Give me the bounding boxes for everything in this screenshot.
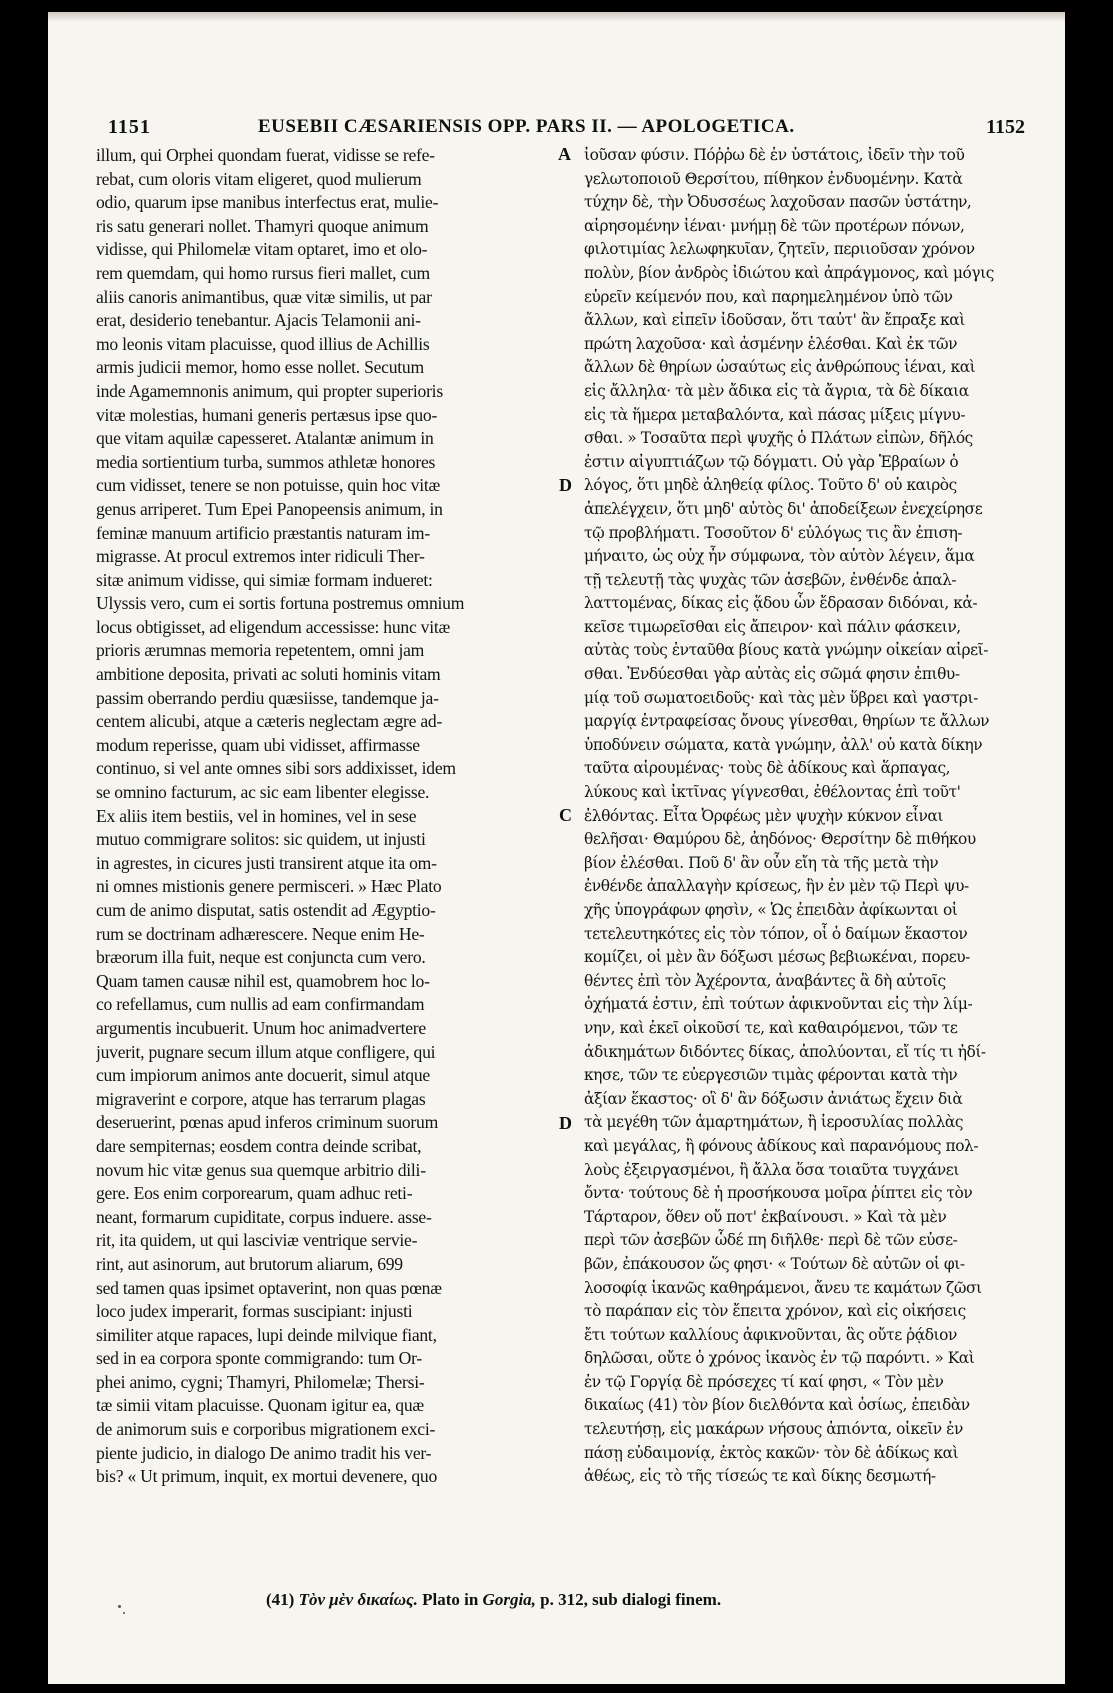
page-number-right: 1152 — [986, 116, 1025, 138]
latin-text-line: rum se doctrinam adhærescere. Neque enim He- — [96, 923, 425, 944]
greek-text-line: βῶν, ἐπάκουσον ὥς φησι· « Τούτων δὲ αὐτῶν οἱ φι- — [584, 1254, 965, 1273]
greek-text-line: λοσοφίᾳ ἱκανῶς καθηράμενοι, ἄνευ τε καμάτων ζῶσι — [584, 1278, 982, 1297]
latin-text-line: odio, quarum ipse manibus interfectus erat, mulie- — [96, 192, 439, 213]
latin-text-line: locus obtigisset, ad eligendum accessisse: hunc vitæ — [96, 616, 450, 637]
latin-text-line: cum de animo disputat, satis ostendit ad Ægyptio- — [96, 900, 436, 920]
latin-text-line: bræorum illa fuit, neque est conjuncta cum vero. — [96, 947, 426, 968]
greek-text-line: βίον ἑλέσθαι. Ποῦ δ' ἂν οὖν εἴη τὰ τῆς μετὰ τὴν — [584, 853, 939, 872]
greek-text-line: κομίζει, οἱ μὲν ἂν δόξωσι μέσως βεβιωκέναι, πορευ- — [584, 948, 970, 967]
latin-text-line: similiter atque rapaces, lupi deinde milvique fiant, — [96, 1324, 437, 1345]
greek-text-line: θέντες ἐπὶ τὸν Ἀχέροντα, ἀναβάντες ἃ δὴ αὐτοῖς — [584, 971, 946, 990]
latin-text-line: argumentis incubuerit. Unum hoc animadvertere — [96, 1017, 426, 1038]
latin-text-line: co refellamus, cum nullis ad eam confirmandam — [96, 994, 425, 1015]
latin-text-line: bis? « Ut primum, inquit, ex mortui devenere, quo — [96, 1466, 438, 1487]
latin-text-line: sed in ea corpora sponte commigrando: tum Or- — [96, 1348, 423, 1369]
greek-text-line: καὶ μεγάλας, ἢ φόνους ἀδίκους καὶ παρανόμους πολ- — [584, 1136, 979, 1155]
greek-column — [584, 144, 1024, 1489]
greek-text-line: μίᾳ τοῦ σωματοειδοῦς· καὶ τὰς μὲν ὕβρει καὶ γαστρι- — [584, 688, 978, 707]
latin-text-line: juverit, pugnare secum illum atque confligere, qui — [96, 1041, 436, 1062]
greek-text-line: κησε, τῶν τε εὐεργεσιῶν τιμὰς φέρονται κατὰ τὴν — [584, 1066, 958, 1085]
latin-text-line: piente judicio, in dialogo De animo tradit his ver- — [96, 1442, 432, 1463]
latin-text-line: illum, qui Orphei quondam fuerat, vidisse se refe- — [96, 145, 435, 165]
greek-text-line: ἀπελέγχειν, ὅτι μηδ' αὐτὸς δι' ἀποδείξεων ἐνεχείρησε — [584, 499, 983, 518]
greek-text-line: μήναιτο, ὡς οὐχ ἦν σύμφωνα, τὸν αὐτὸν λέγειν, ἅμα — [584, 547, 975, 566]
latin-text-line: modum reperisse, quam ubi vidisset, affirmasse — [96, 734, 420, 755]
greek-text-line: ταῦτα αἱρουμένας· τοὺς δὲ ἀδίκους καὶ ἅρπαγας, — [584, 759, 951, 778]
footnote-number: (41) — [266, 1590, 295, 1609]
greek-text-line: εὑρεῖν κείμενόν που, καὶ παρημελημένον ὑπὸ τῶν — [584, 287, 953, 306]
footnote-greek: Τὸν μὲν δικαίως. — [298, 1590, 418, 1609]
latin-text-line: rebat, cum oloris vitam eligeret, quod mulierum — [96, 168, 422, 189]
latin-text-line: Quam tamen causæ nihil est, quamobrem hoc lo- — [96, 970, 430, 991]
greek-text-line: ἔτι τούτων καλλίους ἀφικνοῦνται, ἃς οὔτε ῥᾴδιον — [584, 1325, 957, 1344]
footnote-rest: p. 312, sub dialogi finem. — [540, 1590, 722, 1609]
greek-text-line: εἰς τὰ ἥμερα μεταβαλόντα, καὶ πάσας μίξεις μίγνυ- — [584, 405, 966, 424]
latin-text-line: ris satu generari nollet. Thamyri quoque animum — [96, 215, 429, 236]
book-page — [48, 12, 1065, 1684]
latin-text-line: continuo, si vel ante omnes sibi sors addixisset, idem — [96, 758, 456, 779]
greek-text-line: ἐλθόντας. Εἶτα Ὀρφέως μὲν ψυχὴν κύκνον εἶναι — [584, 806, 943, 825]
greek-text-line: εἰς ἄλληλα· τὰ μὲν ἄδικα εἰς τὰ ἄγρια, τὰ δὲ δίκαια — [584, 381, 969, 400]
greek-text-line: σθαι. » Τοσαῦτα περὶ ψυχῆς ὁ Πλάτων εἰπὼν, δῆλός — [584, 429, 973, 448]
greek-text-line: θελῆσαι· Θαμύρου δὲ, ἀηδόνος· Θερσίτην δὲ πιθήκου — [584, 830, 976, 849]
footnote-text: Plato in — [422, 1590, 479, 1609]
latin-text-line: de animorum suis e corporibus migrationem exci- — [96, 1419, 436, 1440]
latin-text-line: ni omnes mistionis genere permisceri. » Hæc Plato — [96, 876, 442, 897]
greek-text-line: τὰ μεγέθη τῶν ἁμαρτημάτων, ἢ ἱεροσυλίας πολλὰς — [584, 1113, 964, 1132]
greek-text-line: δικαίως (41) τὸν βίον διελθόντα καὶ ὁσίως, ἐπειδὰν — [584, 1396, 970, 1415]
greek-text-line: φιλοτιμίας λελωφηκυῖαν, ζητεῖν, περιιοῦσαν χρόνον — [584, 240, 975, 259]
greek-text-line: λύκους καὶ ἰκτῖνας γίγνεσθαι, ἐθέλοντας ἐπὶ τοῦτ' — [584, 783, 961, 802]
greek-text-line: νην, καὶ ἐκεῖ οἰκοῦσί τε, καὶ καθαιρόμενοι, τῶν τε — [584, 1018, 958, 1037]
latin-text-line: passim oberrando perdiu quæsiisse, tandemque ja- — [96, 687, 439, 708]
greek-text-line: πρώτη λαχοῦσα· καὶ ἀσμένην ἑλέσθαι. Καὶ ἐκ τῶν — [584, 334, 958, 353]
section-marker-d-lower: D — [559, 1113, 572, 1133]
latin-text-line: centem alicubi, atque a cæteris neglectam ægre ad- — [96, 711, 443, 732]
latin-text-line: migrasse. At procul extremos inter ridiculi Ther- — [96, 546, 425, 567]
greek-text-line: λαττομένας, δίκας εἰς ᾅδου ὧν ἔδρασαν διδόναι, κἀ- — [584, 594, 978, 613]
running-title: EUSEBII CÆSARIENSIS OPP. PARS II. — APOLOGETICA. — [258, 116, 795, 137]
print-speck — [123, 1612, 125, 1614]
greek-text-line: ὀχήματά ἐστιν, ἐπὶ τούτων ἀφικνοῦνται εἰς τὴν λίμ- — [584, 995, 973, 1014]
greek-text-line: γελωτοποιοῦ Θερσίτου, πίθηκον ἐνδυομένην. Κατὰ — [584, 169, 963, 188]
latin-text-line: deseruerint, pœnas apud inferos criminum suorum — [96, 1112, 438, 1133]
greek-text-line: ἀδικημάτων διδόντες δίκας, ἀπολύονται, εἴ τίς τι ἠδί- — [584, 1042, 986, 1061]
latin-text-line: prioris ærumnas memoria repetentem, omni jam — [96, 640, 425, 661]
latin-text-line: in agrestes, in cicures justi transirent atque ita om- — [96, 852, 437, 873]
section-marker-a: A — [558, 144, 571, 164]
section-marker-c: C — [559, 805, 572, 825]
greek-text-line: ἐστιν αἰγυπτιάζων τῷ δόγματι. Οὐ γὰρ Ἑβραίων ὁ — [584, 452, 959, 471]
greek-text-line: πολὺν, βίον ἀνδρὸς ἰδιώτου καὶ ἀπράγμονος, καὶ μόγις — [584, 263, 994, 282]
greek-text-line: Τάρταρον, ὅθεν οὔ ποτ' ἐκβαίνουσι. » Καὶ τὰ μὲν — [584, 1207, 947, 1226]
latin-text-line: Ulyssis vero, cum ei sortis fortuna postremus omnium — [96, 593, 465, 614]
greek-text-line: χῆς ὑπογράφων φησὶν, « Ὡς ἐπειδὰν ἀφίκωνται οἱ — [584, 901, 958, 919]
greek-text-line: ὑποδύνειν σώματα, κατὰ γνώμην, ἀλλ' οὐ κατὰ δίκην — [584, 735, 983, 754]
latin-text-line: aliis canoris animantibus, quæ vitæ similis, ut par — [96, 286, 432, 307]
latin-column — [96, 144, 536, 1489]
latin-text-line: tæ simii vitam placuisse. Quonam igitur ea, quæ — [96, 1395, 424, 1416]
latin-text-line: rit, ita quidem, ut qui lasciviæ ventrique servie- — [96, 1230, 418, 1251]
greek-text-line: λόγος, ὅτι μηδὲ ἀληθείᾳ φίλος. Τοῦτο δ' οὐ καιρὸς — [584, 476, 957, 495]
latin-text-line: rint, aut asinorum, aut brutorum aliarum, 699 — [96, 1253, 403, 1274]
greek-text-line: αὐτὰς τοὺς ἐνταῦθα βίους κατὰ γνώμην οἰκείαν αἱρεῖ- — [584, 641, 989, 660]
latin-text-line: se omnino facturum, ac sic eam libenter elegisse. — [96, 782, 430, 803]
latin-text-line: cum impiorum animos ante docuerit, simul atque — [96, 1065, 430, 1086]
latin-text-line: vidisse, qui Philomelæ vitam optaret, imo et olo- — [96, 239, 428, 260]
latin-text-line: sitæ animum vidisse, qui simiæ formam indueret: — [96, 569, 433, 590]
latin-text-line: sed tamen quas ipsimet optaverint, non quas pœnæ — [96, 1277, 442, 1298]
greek-text-line: περὶ τῶν ἀσεβῶν ὧδέ πη διῆλθε· περὶ δὲ τῶν εὐσε- — [584, 1231, 958, 1250]
greek-text-line: τετελευτηκότες εἰς τὸν τόπον, οἷ ὁ δαίμων ἕκαστον — [584, 924, 968, 943]
greek-text-line: μαργίᾳ ἐντραφείσας ὄνους γίνεσθαι, θηρίων τε ἄλλων — [584, 712, 990, 731]
greek-text-line: τῷ προβλήματι. Τοσοῦτον δ' εὐλόγως τις ἂν ἐπιση- — [584, 523, 963, 542]
latin-text-line: gere. Eos enim corporearum, quam adhuc reti- — [96, 1183, 413, 1204]
greek-text-line: λοὺς ἐξειργασμένοι, ἢ ἄλλα ὅσα τοιαῦτα τυγχάνει — [584, 1160, 959, 1179]
latin-text-line: loco judex imperarit, formas suscipiant: injusti — [96, 1301, 413, 1322]
latin-text-line: feminæ manuum artificio præstantis naturam im- — [96, 522, 430, 543]
greek-text-line: σθαι. Ἐνδύεσθαι γὰρ αὐτὰς εἰς σῶμά φησιν ἐπιθυ- — [584, 665, 960, 684]
greek-text-line: ἀθέως, εἰς τὸ τῆς τίσεώς τε καὶ δίκης δεσμωτή- — [584, 1467, 936, 1486]
latin-text-line: mutuo commigrare solitos: sic quidem, ut injusti — [96, 829, 426, 850]
page-edge-shadow — [48, 12, 1065, 22]
greek-text-line: κεῖσε τιμωρεῖσθαι εἰς ἄπειρον· καὶ πάλιν φάσκειν, — [584, 617, 961, 636]
latin-text-line: inde Agamemnonis animum, qui propter superioris — [96, 380, 443, 401]
greek-text-line: τελευτήσῃ, εἰς μακάρων νήσους ἀπιόντα, οἰκεῖν ἐν — [584, 1420, 963, 1439]
print-speck — [118, 1605, 121, 1608]
footnote — [266, 1590, 721, 1610]
greek-text-line: ἄλλων δὲ θηρίων ὡσαύτως εἰς ἀνθρώπους ἰέναι, καὶ — [584, 358, 976, 377]
footnote-work: Gorgia, — [482, 1590, 536, 1609]
latin-text-line: cum vidisset, tenere se non potuisse, quin hoc vitæ — [96, 475, 440, 496]
greek-text-line: ἀξίαν ἕκαστος· οἳ δ' ἂν δόξωσιν ἀνιάτως ἔχειν διὰ — [584, 1089, 963, 1108]
greek-text-line: τύχην δὲ, τὴν Ὀδυσσέως λαχοῦσαν πασῶν ὑστάτην, — [584, 193, 972, 212]
latin-text-line: vitæ molestias, humani generis pertæsus ipse quo- — [96, 404, 438, 425]
latin-text-line: migraverint e corpore, atque has terrarum plagas — [96, 1088, 426, 1109]
greek-text-line: ἄλλων, καὶ εἰπεῖν ἰδοῦσαν, ὅτι ταὐτ' ἂν ἔπραξε καὶ — [584, 311, 965, 330]
latin-text-line: Ex aliis item bestiis, vel in homines, vel in sese — [96, 805, 417, 826]
latin-text-line: rem quemdam, qui homo rursus fieri mallet, cum — [96, 262, 430, 283]
latin-text-line: neant, formarum cupiditate, corpus induere. asse- — [96, 1206, 432, 1227]
greek-text-line: ἐν τῷ Γοργίᾳ δὲ πρόσεχες τί καί φησι, « Τὸν μὲν — [584, 1372, 944, 1391]
latin-text-line: ambitione deposita, privati ac soluti hominis vitam — [96, 664, 441, 685]
section-marker-d: D — [559, 475, 572, 495]
greek-text-line: ὄντα· τούτους δὲ ἡ προσήκουσα μοῖρα ῥίπτει εἰς τὸν — [584, 1184, 973, 1203]
latin-text-line: genus arriperet. Tum Epei Panopeensis animum, in — [96, 498, 443, 519]
latin-text-line: phei animo, cygni; Thamyri, Philomelæ; Thersi- — [96, 1371, 425, 1392]
greek-text-line: αἱρησομένην ἰέναι· μνήμῃ δὲ τῶν προτέρων πόνων, — [584, 216, 965, 235]
latin-text-line: erat, desiderio tenebantur. Ajacis Telamonii ani- — [96, 310, 421, 331]
latin-text-line: novum hic vitæ genus sua quemque arbitrio dili- — [96, 1159, 426, 1180]
latin-text-line: dare sempiternas; eosdem contra deinde scribat, — [96, 1135, 422, 1156]
latin-text-line: media sortientium turba, summos athletæ honores — [96, 451, 436, 472]
greek-text-line: ἐνθένδε ἀπαλλαγὴν κρίσεως, ἣν ἐν μὲν τῷ Περὶ ψυ- — [584, 877, 969, 896]
greek-text-line: δηλῶσαι, οὔτε ὁ χρόνος ἱκανὸς ἐν τῷ παρόντι. » Καὶ — [584, 1349, 975, 1368]
greek-text-line: ἰοῦσαν φύσιν. Πόῤῥω δὲ ἐν ὑστάτοις, ἰδεῖν τὴν τοῦ — [584, 146, 965, 164]
latin-text-line: que vitam aquilæ capesseret. Atalantæ animum in — [96, 428, 434, 449]
latin-text-line: armis judicii memor, homo esse nollet. Secutum — [96, 357, 424, 378]
greek-text-line: τὸ παράπαν εἰς τὸν ἔπειτα χρόνον, καὶ εἰς οἰκήσεις — [584, 1302, 966, 1321]
greek-text-line: πάσῃ εὐδαιμονίᾳ, ἐκτὸς κακῶν· τὸν δὲ ἀδίκως καὶ — [584, 1443, 959, 1462]
page-number-left: 1151 — [108, 116, 151, 138]
running-header — [108, 112, 1025, 142]
greek-text-line: τῇ τελευτῇ τὰς ψυχὰς τῶν ἀσεβῶν, ἐνθένδε ἀπαλ- — [584, 570, 957, 589]
latin-text-line: mo leonis vitam placuisse, quod illius de Achillis — [96, 333, 430, 354]
